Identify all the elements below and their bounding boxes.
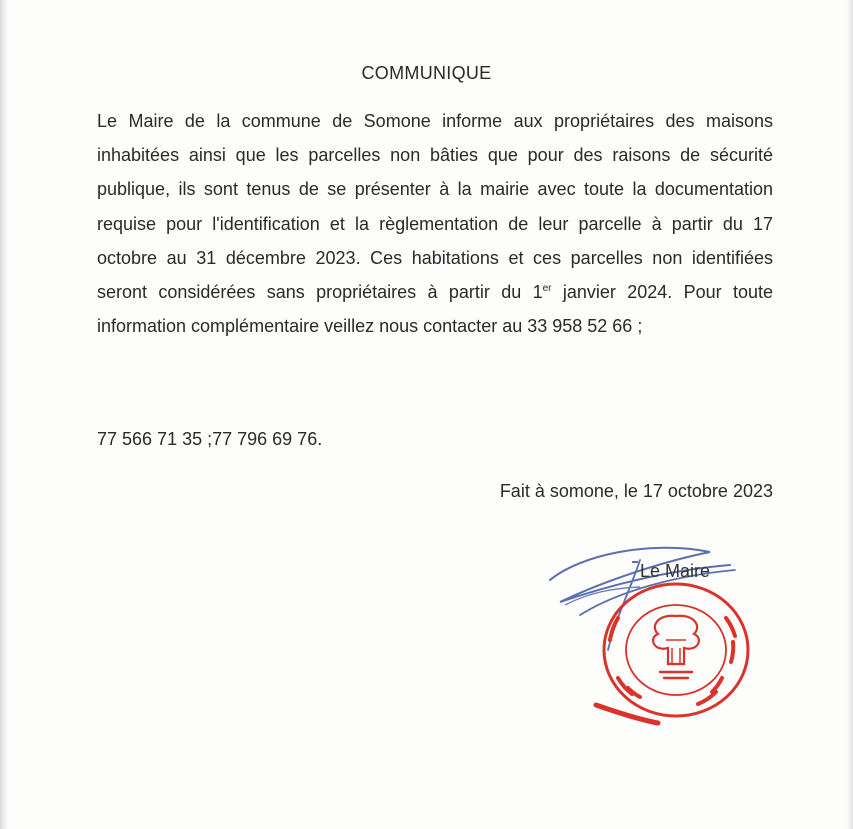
place-date-line: Fait à somone, le 17 octobre 2023: [499, 481, 773, 501]
signatory-title: Le Maire: [640, 561, 711, 581]
scan-edge-right: [847, 0, 853, 829]
communique-title: COMMUNIQUE: [361, 63, 492, 83]
body-text-part1: Le Maire de la commune de Somone informe aux propriétaires des maisons inhabitées ainsi que les parcelles non bâties que pour des raisons de sécurité publique, ils sont tenus de se présenter à la mairie avec toute la documentation requise pour l'identification et la règlementation de leur parcelle à partir du 17 octobre au 31 décembre 2023. Ces habitations et ces parcelles non identifiées seront considérées sans propriétaires à partir du 1: [97, 111, 773, 303]
scan-edge-left: [0, 0, 9, 829]
body-text-part2: janvier 2024. Pour toute information complémentaire veillez nous contacter au 33 958 52 66 ;: [97, 282, 773, 337]
communique-body: [97, 104, 773, 343]
ordinal-superscript: er: [542, 283, 552, 295]
phone-numbers: 77 566 71 35 ;77 796 69 76.: [97, 429, 323, 449]
official-stamp: [588, 580, 763, 730]
